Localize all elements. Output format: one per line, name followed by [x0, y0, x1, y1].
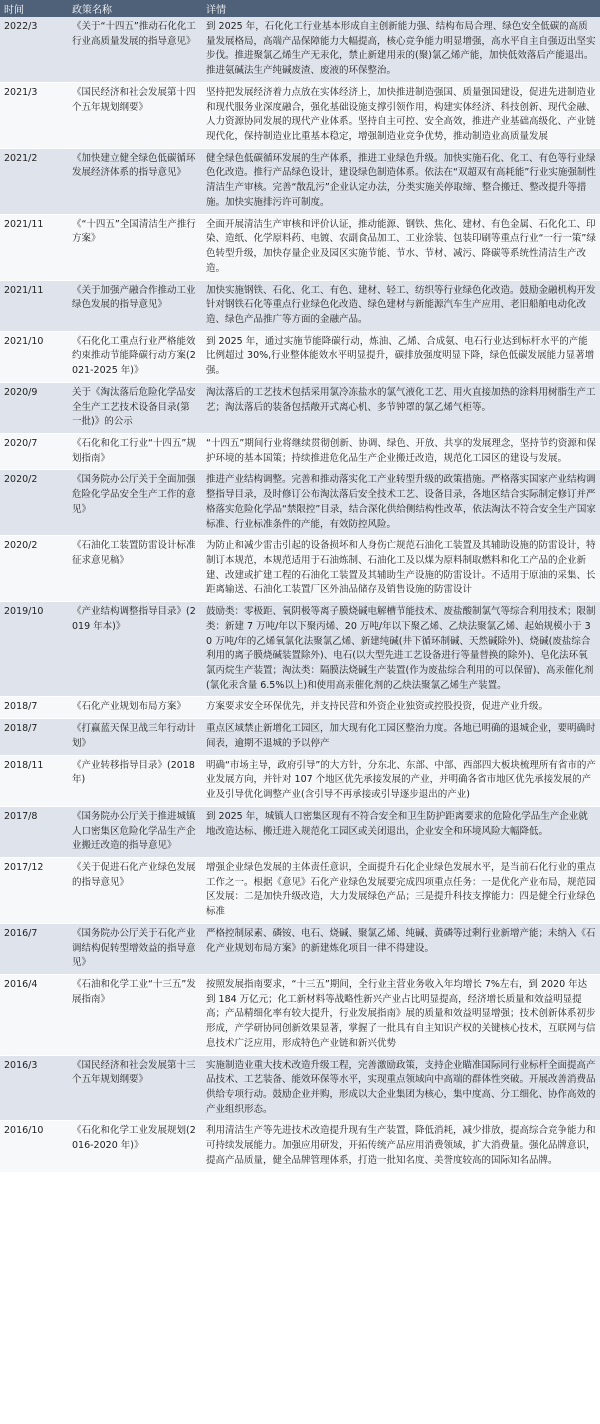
cell-time: 2019/10	[0, 602, 68, 697]
cell-detail: 淘汰落后的工艺技术包括采用氯冷冻盐水的氯气液化工艺、用火直接加热的涂料用树脂生产工艺；淘汰落后的装备包括敞开式离心机、多节钟罩的氯乙烯气柜等。	[202, 382, 600, 433]
table-row	[0, 331, 600, 382]
cell-detail: 重点区域禁止新增化工园区，加大现有化工园区整治力度。各地已明确的退城企业，要明确时间表，逾期不退城的予以停产	[202, 719, 600, 755]
cell-time: 2021/3	[0, 82, 68, 148]
table-row	[0, 82, 600, 148]
table-row	[0, 857, 600, 923]
table-row	[0, 536, 600, 602]
cell-time: 2020/2	[0, 536, 68, 602]
cell-time: 2020/9	[0, 382, 68, 433]
table-header	[0, 0, 600, 17]
cell-detail: 方案要求安全环保优先，并支持民营和外资企业独资或控股投资，促进产业升级。	[202, 697, 600, 719]
cell-policy-name: 关于《淘汰落后危险化学品安全生产工艺技术设备目录(第一批)》的公示	[68, 382, 202, 433]
table-row	[0, 382, 600, 433]
cell-policy-name: 《打赢蓝天保卫战三年行动计划》	[68, 719, 202, 755]
cell-detail: 鼓励类：零极距、氧阴极等离子膜烧碱电解槽节能技术、废盐酸制氯气等综合利用技术；限制类：新建 7 万吨/年以下聚丙烯、20 万吨/年以下聚乙烯、乙炔法聚氯乙烯、起始规模小于 30 万吨/年的乙烯氧氯化法聚氯乙烯、新建纯碱(井下循环制碱、天然碱除外)、烧碱(废盐综合利用的离子膜烧碱装置除外)、电石(以大型先进工艺设备进行等量替换的除外)、皂化法环氧氯丙烷生产装置；淘汰类：隔膜法烧碱生产装置(作为废盐综合利用的可以保留)、高汞催化剂(氯化汞含量 6.5%以上)和使用高汞催化剂的乙炔法聚氯乙烯生产装置。	[202, 602, 600, 697]
cell-time: 2022/3	[0, 17, 68, 82]
cell-policy-name: 《国务院办公厅关于推进城镇人口密集区危险化学品生产企业搬迁改造的指导意见》	[68, 806, 202, 857]
table-row	[0, 1055, 600, 1121]
cell-policy-name: 《国务院办公厅关于石化产业调结构促转型增效益的指导意见》	[68, 923, 202, 974]
cell-time: 2020/7	[0, 433, 68, 469]
cell-time: 2018/7	[0, 697, 68, 719]
cell-policy-name: 《国务院办公厅关于全面加强危险化学品安全生产工作的意见》	[68, 470, 202, 536]
cell-policy-name: 《石化化工重点行业严格能效约束推动节能降碳行动方案(2021-2025 年)》	[68, 331, 202, 382]
cell-detail: 利用清洁生产等先进技术改造提升现有生产装置，降低消耗，减少排放，提高综合竞争能力和可持续发展能力。加强应用研发，开拓传统产品应用消费领域，扩大消费量。强化品牌意识，提高产品质量，健全品牌管理体系，打造一批知名度、美誉度较高的国际知名品牌。	[202, 1121, 600, 1172]
cell-detail: 健全绿色低碳循环发展的生产体系，推进工业绿色升级。加快实施石化、化工、有色等行业绿色化改造。推行产品绿色设计，建设绿色制造体系。依法在“双超双有高耗能”行业实施强制性清洁生产审核。完善“散乱污”企业认定办法，分类实施关停取缔、整合搬迁、整改提升等措施。加快实施排污许可制度。	[202, 148, 600, 214]
header-time: 时间	[0, 0, 68, 17]
cell-time: 2016/7	[0, 923, 68, 974]
cell-detail: “十四五”期间行业将继续贯彻创新、协调、绿色、开放、共享的发展理念，坚持节约资源和保护环境的基本国策；持续推进危化品生产企业搬迁改造，规范化工园区的建设与发展。	[202, 433, 600, 469]
cell-policy-name: 《关于促进石化产业绿色发展的指导意见》	[68, 857, 202, 923]
cell-detail: 推进产业结构调整。完善和推动落实化工产业转型升级的政策措施。严格落实国家产业结构调整指导目录，及时修订公布淘汰落后安全技术工艺、设备目录，各地区结合实际制定修订并严格落实危险化学品“禁限控”目录，结合深化供给侧结构性改革，依法淘汰不符合安全生产国家标准、行业标准条件的产能，有效防控风险。	[202, 470, 600, 536]
cell-policy-name: 《产业结构调整指导目录》(2019 年本)》	[68, 602, 202, 697]
cell-detail: 到 2025 年，石化化工行业基本形成自主创新能力强、结构布局合理、绿色安全低碳的高质量发展格局，高端产品保障能力大幅提高，核心竞争能力明显增强，高水平自主自强迈出坚实步伐。推进聚氯乙烯生产无汞化，禁止新建用汞的(聚)氯乙烯产能，加快低效落后产能退出。推进氨碱法生产纯碱废渣、废液的环保整治。	[202, 17, 600, 82]
table-row	[0, 148, 600, 214]
table-row	[0, 433, 600, 469]
cell-policy-name: 《石化和化学工业发展规划(2016-2020 年)》	[68, 1121, 202, 1172]
cell-policy-name: 《石化和化工行业“十四五”规划指南》	[68, 433, 202, 469]
cell-policy-name: 《关于加强产融合作推动工业绿色发展的指导意见》	[68, 280, 202, 331]
cell-time: 2016/3	[0, 1055, 68, 1121]
cell-policy-name: 《石油和化学工业“十三五”发展指南》	[68, 974, 202, 1055]
cell-time: 2021/10	[0, 331, 68, 382]
table-row	[0, 1121, 600, 1172]
cell-time: 2020/2	[0, 470, 68, 536]
cell-detail: 严格控制尿素、磷铵、电石、烧碱、聚氯乙烯、纯碱、黄磷等过剩行业新增产能；未纳入《石化产业规划布局方案》的新建炼化项目一律不得建设。	[202, 923, 600, 974]
cell-detail: 实施制造业重大技术改造升级工程，完善激励政策，支持企业瞄准国际同行业标杆全面提高产品技术、工艺装备、能效环保等水平，实现重点领域向中高端的群体性突破。开展改善消费品供给专项行动。鼓励企业并购，形成以大企业集团为核心，集中度高、分工细化、协作高效的产业组织形态。	[202, 1055, 600, 1121]
cell-time: 2017/8	[0, 806, 68, 857]
header-policy-name: 政策名称	[68, 0, 202, 17]
cell-detail: 为防止和减少雷击引起的设备损坏和人身伤亡规范石油化工装置及其辅助设施的防雷设计，特制订本规范，本规范适用于石油炼制、石油化工及以煤为原料制取燃料和化工产品的企业新建、改建或扩建工程的石油化工装置及其辅助生产设施的防雷设计。不适用于原油的采集、长距离输送、石油化工装置厂区外油品储存及销售设施的防雷设计	[202, 536, 600, 602]
header-detail: 详情	[202, 0, 600, 17]
table-row	[0, 214, 600, 280]
cell-policy-name: 《国民经济和社会发展第十四个五年规划纲要》	[68, 82, 202, 148]
cell-time: 2018/7	[0, 719, 68, 755]
table-row	[0, 806, 600, 857]
table-row	[0, 974, 600, 1055]
cell-policy-name: 《石化产业规划布局方案》	[68, 697, 202, 719]
cell-policy-name: 《石油化工装置防雷设计标准征求意见稿》	[68, 536, 202, 602]
table-row	[0, 697, 600, 719]
cell-detail: 全面开展清洁生产审核和评价认证，推动能源、钢铁、焦化、建材、有色金属、石化化工、印染、造纸、化学原料药、电镀、农副食品加工、工业涂装、包装印刷等重点行业“一行一策”绿色转型升级，加快存量企业及园区实施节能、节水、节材、减污、降碳等系统性清洁生产改造。	[202, 214, 600, 280]
table-row	[0, 602, 600, 697]
cell-policy-name: 《“十四五”全国清洁生产推行方案》	[68, 214, 202, 280]
cell-detail: 明确“市场主导，政府引导”的大方针，分东北、东部、中部、西部四大板块梳理所有省市的产业发展方向，并针对 107 个地区优先承接发展的产业，并明确各省市地区优先承接发展的产业及引导优化调整产业(含引导不再承接或引导逐步退出的产业)	[202, 755, 600, 806]
cell-detail: 坚持把发展经济着力点放在实体经济上，加快推进制造强国、质量强国建设，促进先进制造业和现代服务业深度融合，强化基础设施支撑引领作用，构建实体经济、科技创新、现代金融、人力资源协同发展的现代产业体系。坚持自主可控、安全高效，推进产业基础高级化、产业链现代化，保持制造业比重基本稳定，增强制造业竞争优势，推动制造业高质量发展	[202, 82, 600, 148]
table-row	[0, 17, 600, 82]
cell-policy-name: 《加快建立健全绿色低碳循环发展经济体系的指导意见》	[68, 148, 202, 214]
cell-time: 2018/11	[0, 755, 68, 806]
table-row	[0, 719, 600, 755]
table-body	[0, 17, 600, 1172]
table-row	[0, 280, 600, 331]
table-row	[0, 470, 600, 536]
cell-policy-name: 《关于“十四五”推动石化化工行业高质量发展的指导意见》	[68, 17, 202, 82]
cell-detail: 加快实施钢铁、石化、化工、有色、建材、轻工、纺织等行业绿色化改造。鼓励金融机构开发针对钢铁石化等重点行业绿色化改造、绿色建材与新能源汽车生产应用、老旧船舶电动化改造、绿色产品推广等方面的金融产品。	[202, 280, 600, 331]
cell-time: 2021/11	[0, 214, 68, 280]
cell-time: 2021/11	[0, 280, 68, 331]
header-row	[0, 0, 600, 17]
cell-policy-name: 《产业转移指导目录》(2018 年)	[68, 755, 202, 806]
cell-detail: 按照发展指南要求，“十三五”期间，全行业主营业务收入年均增长 7%左右，到 2020 年达到 184 万亿元；化工新材料等战略性新兴产业占比明显提高，经济增长质量和效益明显提高；产品精细化率有较大提升，行业发展指南》展的质量和效益明显增强；技术创新体系初步形成，产学研协同创新效果显著，掌握了一批具有自主知识产权的关键核心技术，互联网与信息技术广泛应用，形成特色产业链和新兴优势	[202, 974, 600, 1055]
cell-time: 2016/4	[0, 974, 68, 1055]
cell-time: 2021/2	[0, 148, 68, 214]
cell-detail: 到 2025 年，通过实施节能降碳行动，炼油、乙烯、合成氨、电石行业达到标杆水平的产能比例超过 30%,行业整体能效水平明显提升，碳排放强度明显下降，绿色低碳发展能力显著增强。	[202, 331, 600, 382]
cell-time: 2017/12	[0, 857, 68, 923]
cell-time: 2016/10	[0, 1121, 68, 1172]
table-row	[0, 755, 600, 806]
cell-detail: 增强企业绿色发展的主体责任意识，全面提升石化企业绿色发展水平，是当前石化行业的重点工作之一。根据《意见》石化产业绿色发展要完成四项重点任务：一是优化产业布局，规范园区发展：二是加快升级改造，大力发展绿色产品；三是提升科技支撑能力：四是健全行业绿色标准	[202, 857, 600, 923]
cell-policy-name: 《国民经济和社会发展第十三个五年规划纲要》	[68, 1055, 202, 1121]
table-row	[0, 923, 600, 974]
cell-detail: 到 2025 年，城镇人口密集区现有不符合安全和卫生防护距离要求的危险化学品生产企业就地改造达标、搬迁进入规范化工园区或关闭退出，企业安全和环境风险大幅降低。	[202, 806, 600, 857]
